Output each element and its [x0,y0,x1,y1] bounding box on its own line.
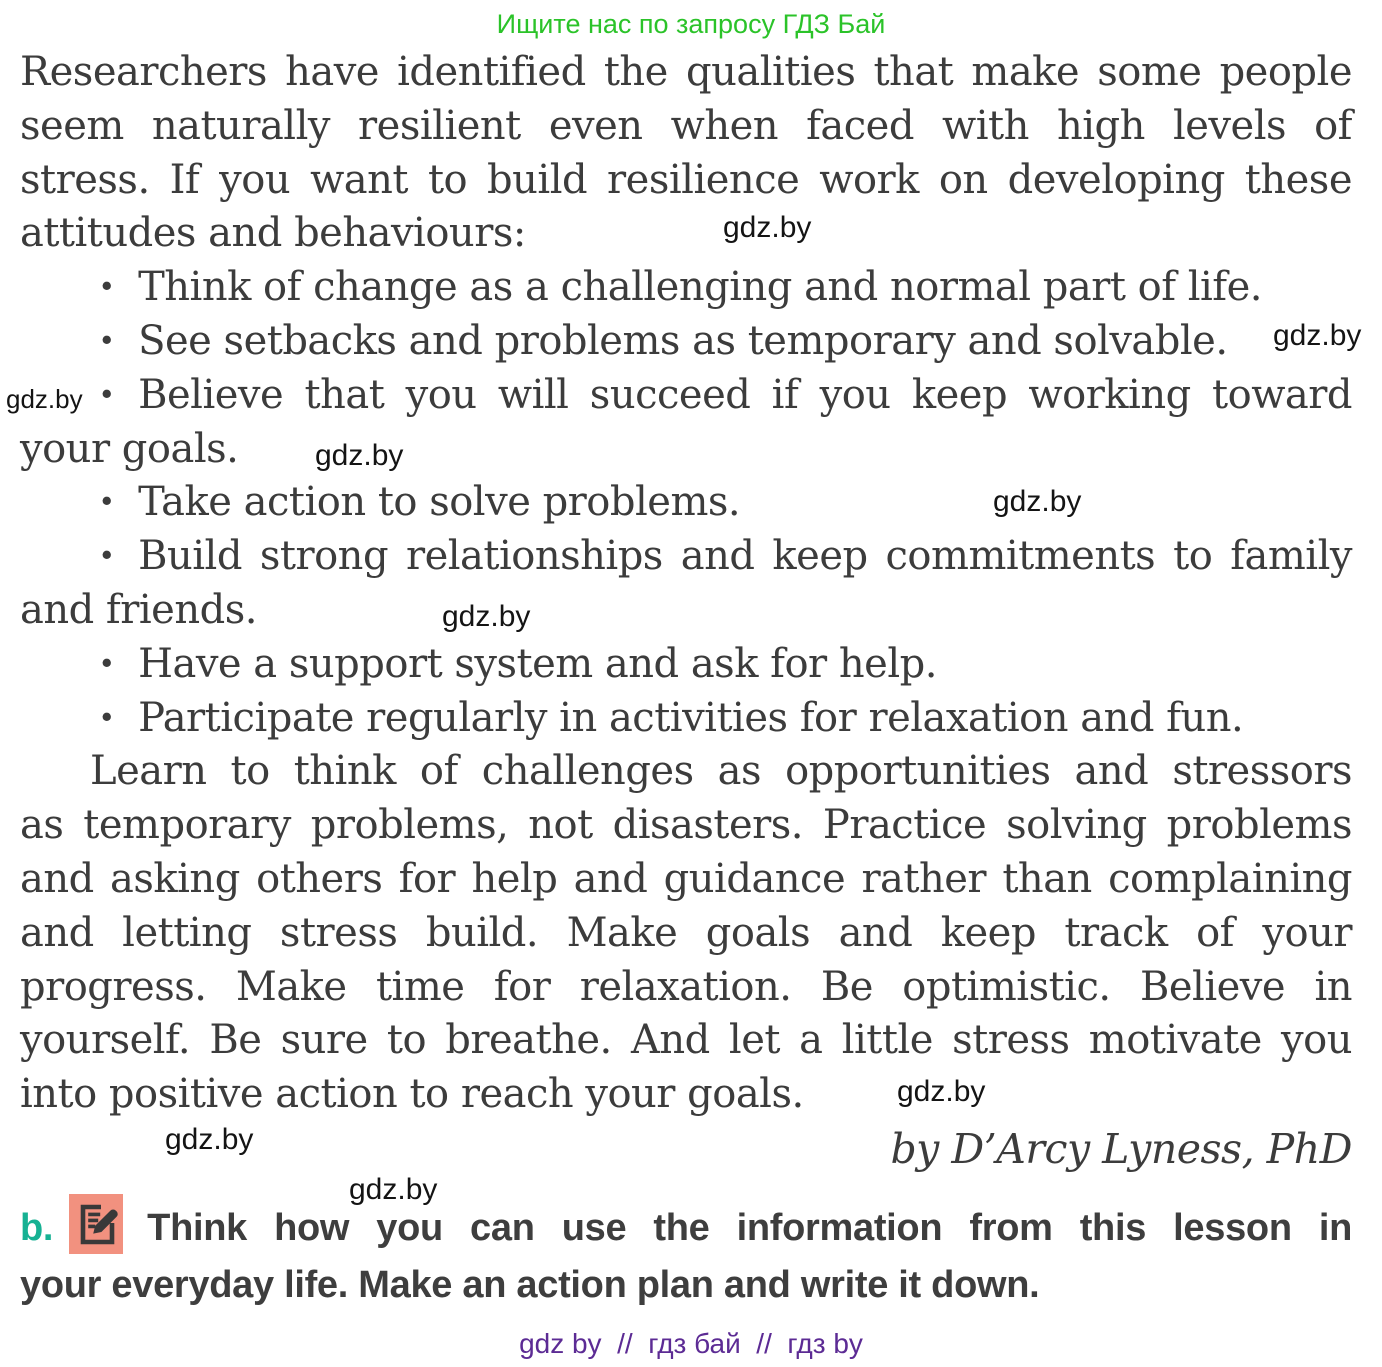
bullet-marker: • [98,647,115,681]
text-line: and letting stress build. Make goals and keep track of your [20,909,1352,956]
task-b-section [20,1194,1352,1311]
bullet-text: See setbacks and problems as temporary and solvable. [138,317,1228,364]
bullet-text: Have a support system and ask for help. [138,640,937,687]
bullet-item [20,476,1352,530]
bullet-item [20,261,1352,315]
bullet-marker: • [98,486,115,520]
header-promo-text: Ищите нас по запросу ГДЗ Бай [496,9,886,39]
text-line: attitudes and behaviours: [20,210,526,257]
bullet-item [20,369,1352,423]
bullet-text: Think of change as a challenging and normal part of life. [138,264,1262,311]
text-line: Learn to think of challenges as opportunities and stressors [90,748,1352,795]
author-byline: by D’Arcy Lyness, PhD [890,1124,1352,1173]
bullet-text: Take action to solve problems. [138,479,741,526]
task-label: b. [20,1206,54,1249]
gdz-watermark: gdz.by [315,439,404,472]
bullet-text: Believe that you will succeed if you keep working toward [138,371,1352,418]
memo-pencil-icon [69,1194,123,1254]
gdz-watermark: gdz.by [993,485,1082,518]
gdz-watermark: gdz.by [6,384,83,414]
text-line: seem naturally resilient even when faced with high levels of [20,102,1352,149]
bullet-marker: • [98,378,115,412]
text-line: and asking others for help and guidance rather than complaining [20,855,1352,902]
gdz-watermark: gdz.by [723,211,812,244]
bullet-text-continuation: your goals. [20,425,239,472]
task-text: your everyday life. Make an action plan and write it down. [20,1263,1040,1306]
task-text: Think how you can use the information from this lesson in [147,1206,1352,1249]
task-first-line [20,1194,1352,1259]
text-line: yourself. Be sure to breathe. And let a little stress motivate you [20,1017,1352,1064]
bullet-item [20,530,1352,584]
text-line: into positive action to reach your goals. [20,1071,804,1118]
bullet-marker: • [98,270,115,304]
bullet-marker: • [98,324,115,358]
text-line: stress. If you want to build resilience work on developing these [20,156,1352,203]
gdz-watermark: gdz.by [1273,319,1362,352]
gdz-watermark: gdz.by [349,1173,438,1206]
article-body [20,46,1352,1176]
bullet-text: Build strong relationships and keep commitments to family [138,533,1352,580]
text-line: as temporary problems, not disasters. Practice solving problems [20,802,1352,849]
gdz-watermark: gdz.by [897,1075,986,1108]
text-line: Researchers have identified the qualities that make some people [20,49,1352,95]
gdz-watermark: gdz.by [165,1123,254,1156]
bullet-item [20,315,1352,369]
footer-site-text: gdz by // гдз бай // гдз by [519,1327,863,1359]
bullet-item [20,638,1352,692]
text-line: progress. Make time for relaxation. Be optimistic. Believe in [20,963,1352,1010]
gdz-watermark: gdz.by [442,600,531,633]
bullet-text: Participate regularly in activities for relaxation and fun. [138,694,1244,741]
bullet-text-continuation: and friends. [20,586,257,633]
bullet-marker: • [98,701,115,735]
bullet-marker: • [98,539,115,573]
bullet-item [20,692,1352,746]
